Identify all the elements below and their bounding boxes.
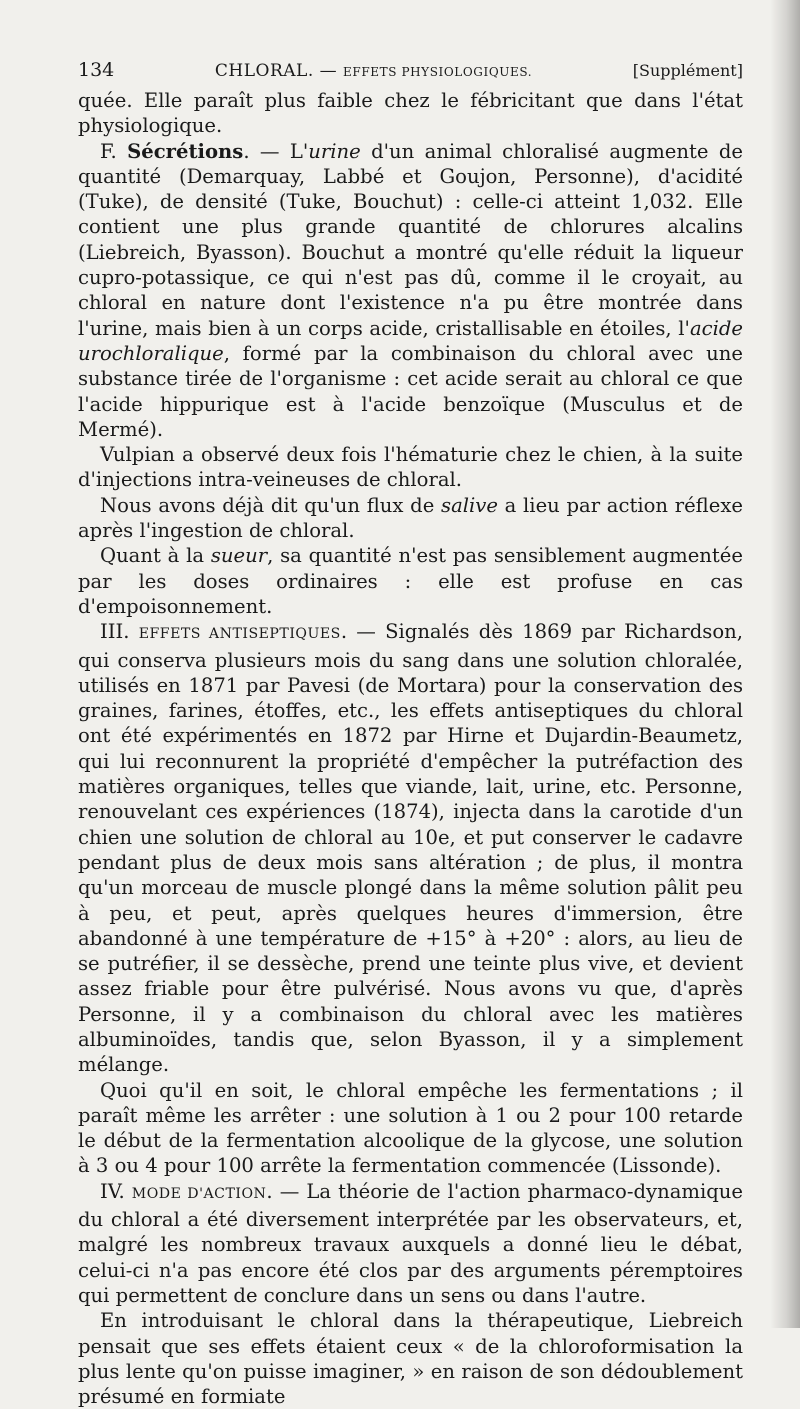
- paragraph: En introduisant le chloral dans la thérapeutique, Liebreich pensait que ses effets étaient ceux « de la chloroformisation la plus lente qu'on puisse imaginer, » en raison de son dédoublement présumé en formiate: [78, 1309, 743, 1409]
- page-number: 134: [78, 59, 115, 81]
- running-title: CHLORAL. — EFFETS PHYSIOLOGIQUES.: [214, 61, 533, 81]
- paragraph-secretions: F. Sécrétions. — L'urine d'un animal chloralisé augmente de quantité (Demarquay, Labbé et Goujon, Personne), d'acidité (Tuke), de densité (Tuke, Bouchut) : celle-ci atteint 1,032. Elle contient une plus grande quantité de chlorures alcalins (Liebreich, Byasson). Bouchut a montré qu'elle réduit la liqueur cupro-potassique, ce qui n'est pas dû, comme il le croyait, au chloral en nature dont l'existence n'a pu être montrée dans l'urine, mais bien à un corps acide, cristallisable en étoiles, l'acide urochloralique, formé par la combinaison du chloral avec une substance tirée de l'organisme : cet acide serait au chloral ce que l'acide hippurique est à l'acide benzoïque (Musculus et de Mermé).: [78, 139, 743, 441]
- book-page: [78, 58, 743, 1409]
- page-edge-shadow: [770, 0, 800, 1328]
- paragraph: quée. Elle paraît plus faible chez le fébricitant que dans l'état physiologique.: [78, 89, 743, 138]
- section-heading: EFFETS ANTISEPTIQUES: [138, 626, 341, 643]
- paragraph-antiseptiques: III. EFFETS ANTISEPTIQUES. — Signalés dès 1869 par Richardson, qui conserva plusieurs mois du sang dans une solution chloralée, utilisés en 1871 par Pavesi (de Mortara) pour la conservation des graines, farines, étoffes, etc., les effets antiseptiques du chloral ont été expérimentés en 1872 par Hirne et Dujardin-Beaumetz, qui lui reconnurent la propriété d'empêcher la putréfaction des matières organiques, telles que viande, lait, urine, etc. Personne, renouvelant ces expériences (1874), injecta dans la carotide d'un chien une solution de chloral au 10e, et put conserver le cadavre pendant plus de deux mois sans altération ; de plus, il montra qu'un morceau de muscle plongé dans la même solution pâlit peu à peu, et peut, après quelques heures d'immersion, être abandonné à une température de +15° à +20° : alors, au lieu de se putréfier, il se dessèche, prend une teinte plus vive, et devient assez friable pour être pulvérisé. Nous avons vu que, d'après Personne, il y a combinaison du chloral avec les matières albuminoïdes, tandis que, selon Byasson, il y a simplement mélange.: [78, 620, 743, 1077]
- section-heading: MODE D'ACTION: [131, 1185, 267, 1202]
- paragraph: Quoi qu'il en soit, le chloral empêche les fermentations ; il paraît même les arrêter : une solution à 1 ou 2 pour 100 retarde le début de la fermentation alcoolique de la glycose, une solution à 3 ou 4 pour 100 arrête la fermentation commencée (Lissonde).: [78, 1078, 743, 1178]
- running-subtitle: EFFETS PHYSIOLOGIQUES.: [343, 65, 533, 79]
- paragraph-mode-action: IV. MODE D'ACTION. — La théorie de l'action pharmaco-dynamique du chloral a été diversement interprétée par les observateurs, et, malgré les nombreux travaux auxquels a donné lieu le débat, celui-ci n'a pas encore été clos par des arguments péremptoires qui permettent de conclure dans un sens ou dans l'autre.: [78, 1179, 743, 1307]
- section-heading: Sécrétions: [127, 139, 244, 163]
- paragraph: Quant à la sueur, sa quantité n'est pas sensiblement augmentée par les doses ordinaires : elle est profuse en cas d'empoisonnement.: [78, 544, 743, 618]
- section-label: [Supplément]: [632, 61, 743, 80]
- paragraph: Vulpian a observé deux fois l'hématurie chez le chien, à la suite d'injections intra-veineuses de chloral.: [78, 443, 743, 492]
- running-header: [78, 58, 743, 88]
- paragraph: Nous avons déjà dit qu'un flux de salive a lieu par action réflexe après l'ingestion de chloral.: [78, 493, 743, 543]
